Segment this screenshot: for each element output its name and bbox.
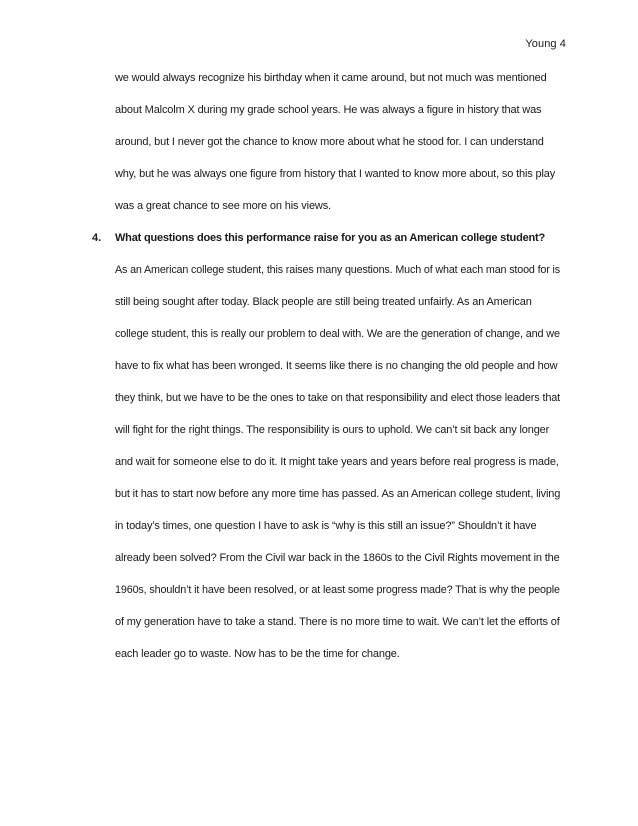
paragraph-2-line: already been solved? From the Civil war back in the 1860s to the Civil Rights movement in the xyxy=(115,552,560,564)
paragraph-2-line: college student, this is really our problem to deal with. We are the generation of change, and we xyxy=(115,328,560,340)
paragraph-2-line: 1960s, shouldn’t it have been resolved, or at least some progress made? That is why the people xyxy=(115,584,560,596)
paragraph-2-line: in today’s times, one question I have to ask is “why is this still an issue?” Shouldn’t it have xyxy=(115,520,537,532)
paragraph-1-line: we would always recognize his birthday when it came around, but not much was mentioned xyxy=(115,72,547,84)
paragraph-2-line: have to fix what has been wronged. It seems like there is no changing the old people and how xyxy=(115,360,558,372)
running-head: Young 4 xyxy=(525,38,566,50)
paragraph-2-line: still being sought after today. Black people are still being treated unfairly. As an American xyxy=(115,296,532,308)
paragraph-2-line: they think, but we have to be the ones to take on that responsibility and elect those leaders that xyxy=(115,392,561,404)
paragraph-2-line: and wait for someone else to do it. It might take years and years before real progress is made, xyxy=(115,456,559,468)
paragraph-1-line: about Malcolm X during my grade school years. He was always a figure in history that was xyxy=(115,104,542,116)
paragraph-2-line: will fight for the right things. The responsibility is ours to uphold. We can’t sit back any longer xyxy=(115,424,550,436)
paragraph-2-line: As an American college student, this raises many questions. Much of what each man stood for is xyxy=(115,264,561,276)
paragraph-2-line: each leader go to waste. Now has to be the time for change. xyxy=(115,648,400,660)
paragraph-1-line: was a great chance to see more on his views. xyxy=(115,200,331,212)
question-number: 4. xyxy=(92,232,102,244)
paragraph-1-line: around, but I never got the chance to know more about what he stood for. I can understand xyxy=(115,136,544,148)
question-heading: What questions does this performance raise for you as an American college student? xyxy=(115,232,546,244)
paragraph-2-line: of my generation have to take a stand. There is no more time to wait. We can’t let the efforts of xyxy=(115,616,560,628)
paragraph-1-line: why, but he was always one figure from history that I wanted to know more about, so this play xyxy=(115,168,556,180)
paragraph-2-line: but it has to start now before any more time has passed. As an American college student, living xyxy=(115,488,561,500)
